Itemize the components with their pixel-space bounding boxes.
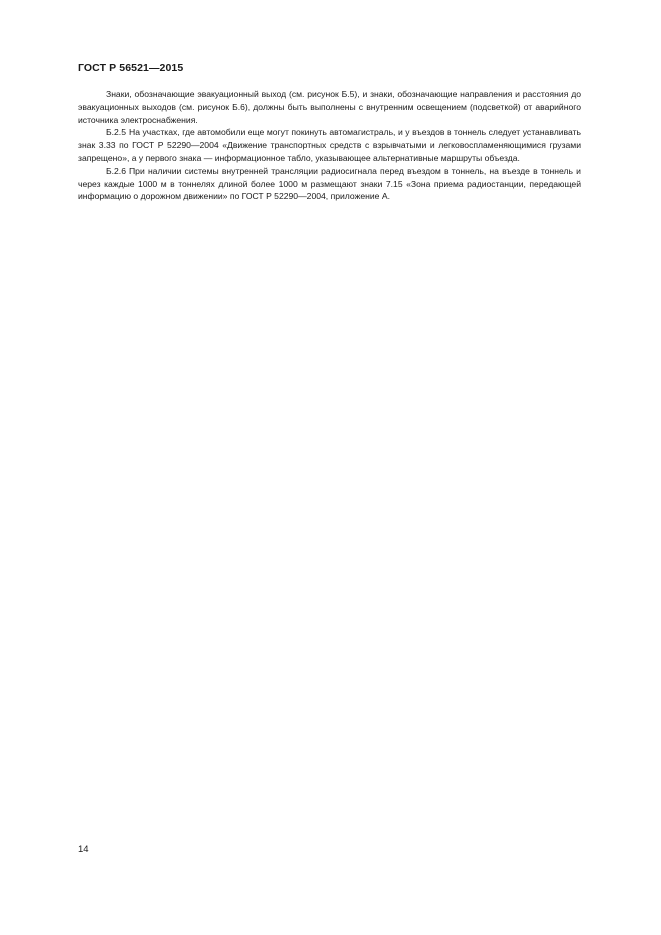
paragraph-number: Б.2.5 — [106, 127, 126, 138]
paragraph-text: На участках, где автомобили еще могут покинуть автомагистраль, и у въездов в тоннель следует устанавливать знак 3.33 по ГОСТ Р 52290—2004 «Движение транспортных средств с взрывчатыми и легковоспламеняющимися грузами запрещено», а у первого знака — информационное табло, указывающее альтернативные маршруты объезда. — [78, 127, 581, 163]
paragraph-signs-evacuation — [78, 88, 581, 126]
paragraph-number: Б.2.6 — [106, 165, 126, 176]
document-body — [78, 88, 581, 203]
paragraph-b-2-6 — [78, 165, 581, 203]
paragraph-b-2-5 — [78, 126, 581, 164]
document-header: ГОСТ Р 56521—2015 — [78, 62, 184, 74]
paragraph-text: При наличии системы внутренней трансляции радиосигнала перед въездом в тоннель, на въезде в тоннель и через каждые 1000 м в тоннелях длиной более 1000 м размещают знаки 7.15 «Зона приема радиостанции, передающей информацию о дорожном движении» по ГОСТ Р 52290—2004, приложение А. — [78, 165, 581, 202]
page-number: 14 — [78, 844, 89, 855]
paragraph-text: Знаки, обозначающие эвакуационный выход (см. рисунок Б.5), и знаки, обозначающие направления и расстояния до эвакуационных выходов (см. рисунок Б.6), должны быть выполнены с внутренним освещением (подсветкой) от аварийного источника электроснабжения. — [78, 89, 581, 125]
